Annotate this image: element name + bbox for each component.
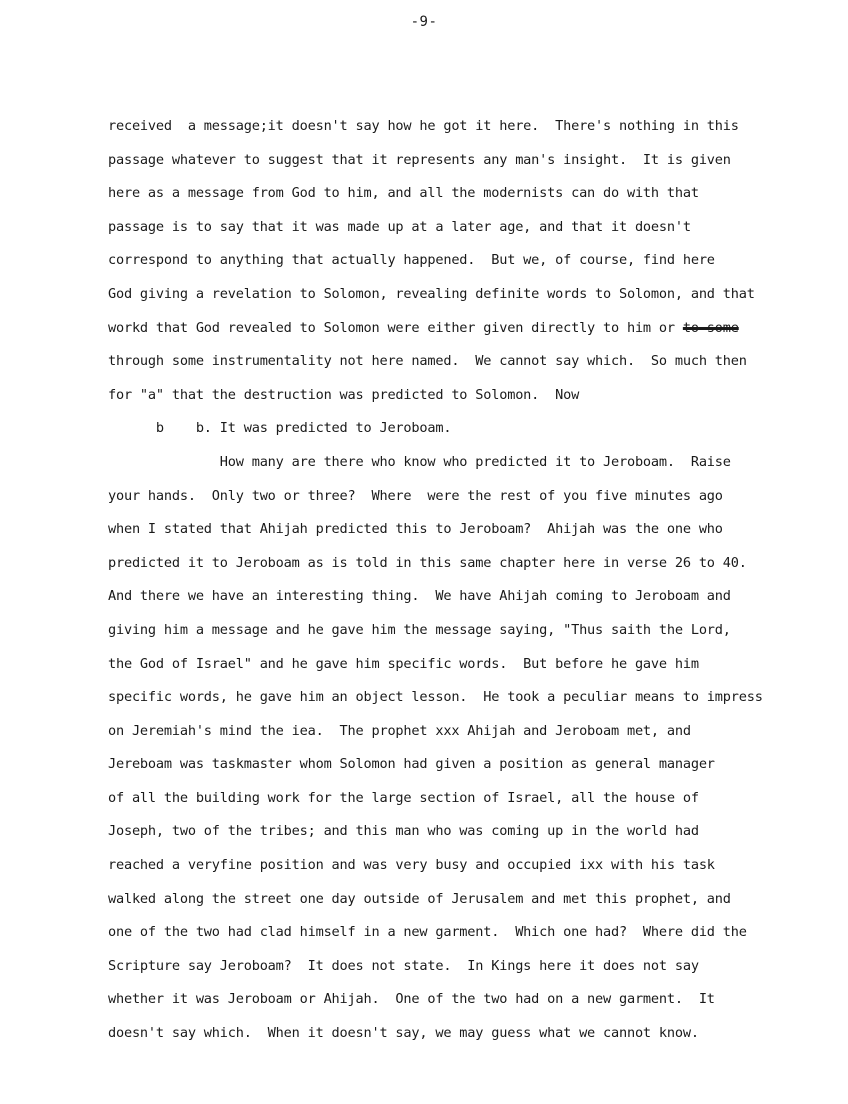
text-line: when I stated that Ahijah predicted this to Jeroboam? Ahijah was the one who [108, 521, 723, 538]
text-line: Scripture say Jeroboam? It does not state. In Kings here it does not say [108, 957, 699, 974]
text-line: your hands. Only two or three? Where were the rest of you five minutes ago [108, 487, 723, 504]
text-line: Jereboam was taskmaster whom Solomon had given a position as general manager [108, 756, 715, 773]
text-line: passage is to say that it was made up at a later age, and that it doesn't [108, 218, 691, 235]
text-line: God giving a revelation to Solomon, revealing definite words to Solomon, and that [108, 285, 755, 302]
text-line: giving him a message and he gave him the message saying, "Thus saith the Lord, [108, 621, 731, 638]
text-line: correspond to anything that actually happened. But we, of course, find here [108, 252, 715, 269]
text-line: specific words, he gave him an object lesson. He took a peculiar means to impress [108, 689, 763, 706]
struck-text: to some [682, 319, 739, 336]
text-line: passage whatever to suggest that it represents any man's insight. It is given [108, 151, 731, 168]
text-line: through some instrumentality not here named. We cannot say which. So much then [108, 353, 747, 370]
text-line: here as a message from God to him, and all the modernists can do with that [108, 185, 699, 202]
text-line: the God of Israel" and he gave him specific words. But before he gave him [108, 655, 699, 672]
text-line: predicted it to Jeroboam as is told in this same chapter here in verse 26 to 40. [108, 554, 747, 571]
text-line: on Jeremiah's mind the iea. The prophet xxx Ahijah and Jeroboam met, and [108, 722, 691, 739]
text-line: Joseph, two of the tribes; and this man who was coming up in the world had [108, 823, 699, 840]
text-line: for "a" that the destruction was predicted to Solomon. Now [108, 386, 580, 403]
text-line: How many are there who know who predicted it to Jeroboam. Raise [108, 453, 731, 470]
text-line: walked along the street one day outside of Jerusalem and met this prophet, and [108, 890, 731, 907]
text-line: of all the building work for the large section of Israel, all the house of [108, 789, 699, 806]
text-line: whether it was Jeroboam or Ahijah. One of the two had on a new garment. It [108, 991, 715, 1008]
text-line-part: workd that God revealed to Solomon were either given directly to him or [108, 319, 683, 336]
page-number: -9- [410, 14, 438, 30]
text-line: doesn't say which. When it doesn't say, we may guess what we cannot know. [108, 1025, 699, 1042]
text-line: reached a veryfine position and was very busy and occupied ixx with his task [108, 857, 715, 874]
text-line-with-strikeout [108, 318, 808, 352]
text-line: received a message;it doesn't say how he got it here. There's nothing in this [108, 118, 739, 134]
text-line: And there we have an interesting thing. We have Ahijah coming to Jeroboam and [108, 588, 731, 605]
text-line: one of the two had clad himself in a new garment. Which one had? Where did the [108, 924, 747, 941]
body-text [108, 116, 808, 1057]
text-line: b b. It was predicted to Jeroboam. [108, 420, 452, 437]
